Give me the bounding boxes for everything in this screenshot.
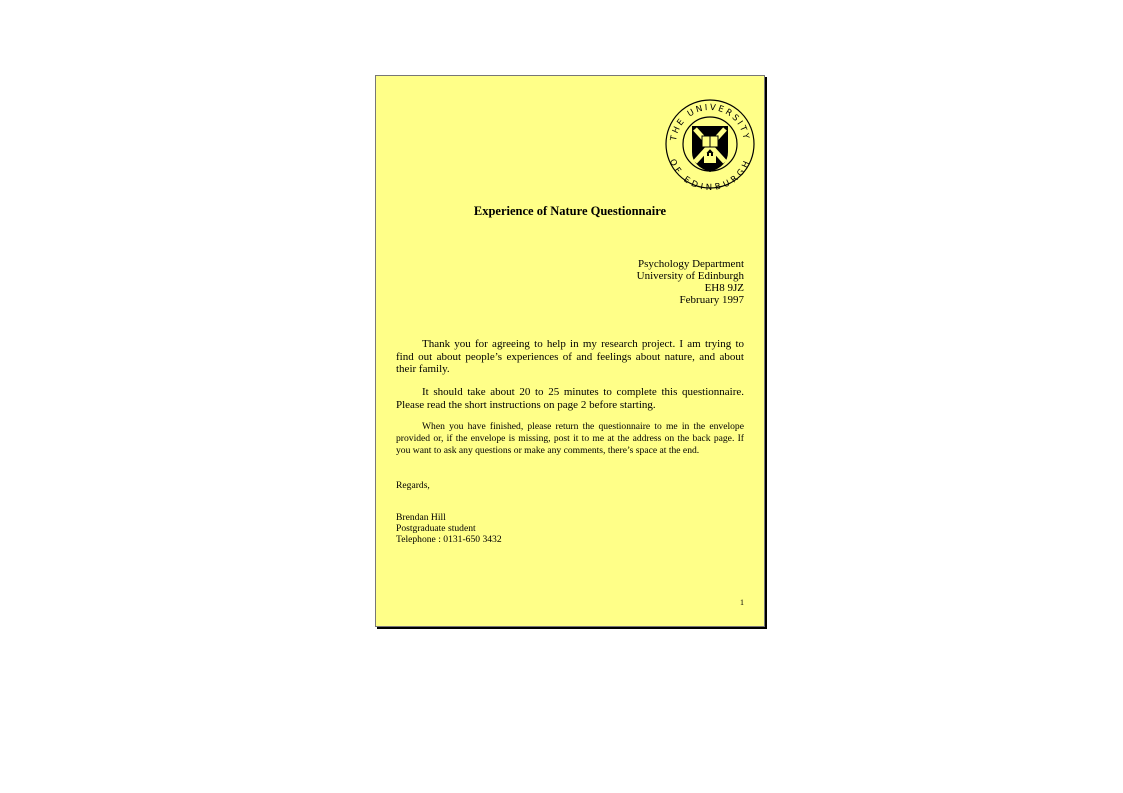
document-title: Experience of Nature Questionnaire: [473, 204, 667, 218]
address-postcode: EH8 9JZ: [704, 282, 744, 294]
signature-block: [396, 512, 502, 545]
signature-name: Brendan Hill: [396, 512, 446, 523]
closing-regards: Regards,: [396, 480, 430, 491]
intro-paragraph: Thank you for agreeing to help in my research project. I am trying to find out about people’s experiences of and feelings about nature, and about their family.: [396, 338, 744, 375]
address-university: University of Edinburgh: [636, 270, 744, 282]
return-instructions-paragraph: When you have finished, please return the questionnaire to me in the envelope provided or, if the envelope is missing, post it to me at the address on the back page. If you want to ask any questions or make any comments, there’s space at the end.: [396, 421, 744, 456]
crest-text-top: THE UNIVERSITY: [669, 102, 751, 142]
document-page: [375, 75, 765, 627]
sender-address: [637, 258, 744, 306]
page-number: 1: [740, 598, 744, 607]
address-department: Psychology Department: [637, 258, 744, 270]
signature-telephone: Telephone : 0131-650 3432: [396, 534, 502, 545]
letter-date: February 1997: [679, 294, 744, 306]
university-crest-logo: [662, 96, 758, 192]
crest-text-bottom: OF EDINBURGH: [667, 157, 753, 192]
duration-paragraph: It should take about 20 to 25 minutes to complete this questionnaire. Please read the short instructions on page 2 before starting.: [396, 386, 744, 411]
signature-role: Postgraduate student: [396, 523, 476, 534]
